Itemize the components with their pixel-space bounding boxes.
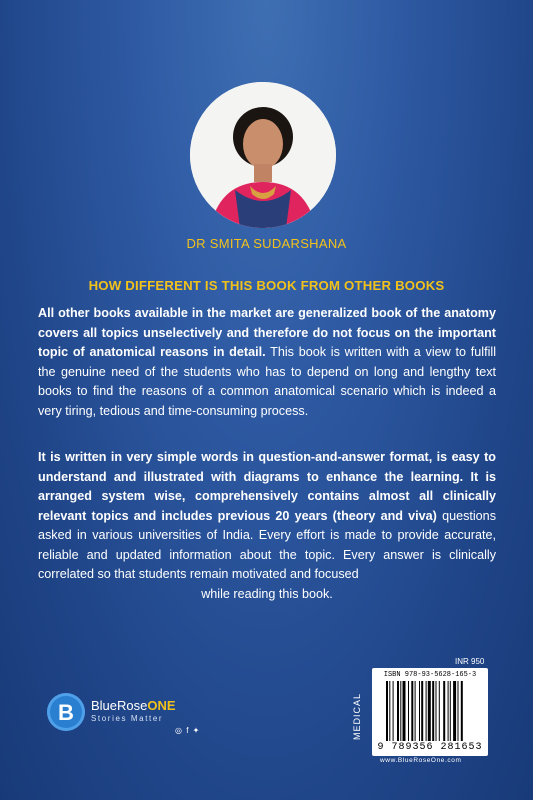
paragraph-1-bold: All other books available in the market are generalized book of the anatomy covers all topics unselectively and therefore do not focus on the important topic of anatomical reasons in detail. xyxy=(38,306,496,359)
barcode-bar xyxy=(439,681,440,741)
barcode-bar xyxy=(436,681,437,741)
author-portrait-image xyxy=(190,82,336,228)
barcode-bar xyxy=(403,681,406,741)
publisher-logo xyxy=(47,693,207,743)
barcode-bar xyxy=(397,681,399,741)
barcode-bar xyxy=(393,681,394,741)
paragraph-2-bold: It is written in very simple words in question-and-answer format, is easy to understand and illustrated with diagrams to enhance the learning. It is arranged system wise, comprehensively contains almost all clinically relevant topics and includes previous 20 years (theory and viva) xyxy=(38,450,496,523)
barcode-bar xyxy=(426,681,427,741)
barcode-bar xyxy=(448,681,449,741)
section-heading: HOW DIFFERENT IS THIS BOOK FROM OTHER BOOKS xyxy=(88,278,445,293)
publisher-name xyxy=(91,698,176,713)
barcode-bar xyxy=(419,681,420,741)
barcode-bar xyxy=(415,681,416,741)
author-photo xyxy=(190,82,336,228)
barcode-bar xyxy=(432,681,434,741)
barcode-bar xyxy=(408,681,409,741)
ean-digits: 9 789356 281653 xyxy=(377,742,483,753)
paragraph-1 xyxy=(38,304,496,421)
barcode-bar xyxy=(400,681,401,741)
paragraph-2-normal: questions asked in various universities of India. Every effort is made to provide accurate, reliable and updated information about the topic. Every answer is clinically correlated so that students remain motivated and focused xyxy=(38,508,496,581)
author-name: DR SMITA SUDARSHANA xyxy=(186,236,347,251)
paragraph-2-last-line: while reading this book. xyxy=(201,586,333,601)
publisher-tagline: Stories Matter xyxy=(91,714,164,723)
barcode-bar xyxy=(428,681,431,741)
barcode-bar xyxy=(386,681,388,741)
barcode-bar xyxy=(389,681,390,741)
publisher-logo-mark xyxy=(47,693,85,731)
paragraph-1-normal: This book is written with a view to fulfill the genuine need of the students who has to depend on long and lengthy text books to find the reasons of a common anatomical scenario which is indeed a very tiring, tedious and time-consuming process. xyxy=(38,345,496,418)
barcode-bar xyxy=(443,681,445,741)
logo-letter: B xyxy=(58,700,74,725)
price-label: INR 950 xyxy=(455,657,485,666)
paragraph-2 xyxy=(38,448,496,604)
isbn-label: ISBN 978-93-5628-165-3 xyxy=(383,671,477,679)
category-label: MEDICAL xyxy=(352,692,362,740)
barcode-bar xyxy=(421,681,423,741)
website-url: www.BlueRoseOne.com xyxy=(380,757,462,764)
barcode-bar xyxy=(450,681,451,741)
publisher-name-part1: BlueRose xyxy=(91,698,148,713)
barcode-bar xyxy=(458,681,459,741)
barcode-bar xyxy=(453,681,456,741)
publisher-name-part2: ONE xyxy=(147,698,176,713)
barcode xyxy=(372,668,488,756)
barcode-bars xyxy=(386,681,482,741)
barcode-bar xyxy=(461,681,463,741)
social-icons: ◎ f ✦ xyxy=(175,726,201,735)
barcode-bar xyxy=(411,681,413,741)
